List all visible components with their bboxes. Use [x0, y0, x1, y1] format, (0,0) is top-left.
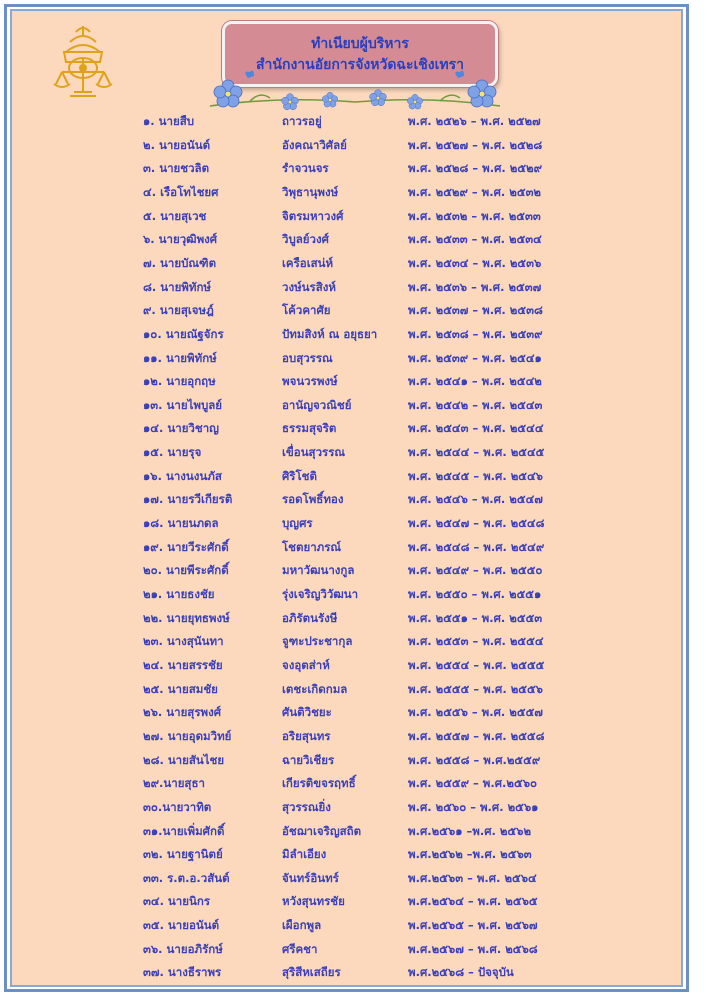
list-item	[0, 370, 707, 392]
list-item	[0, 867, 707, 889]
list-item	[0, 465, 707, 487]
administrator-last-name: จิตรมหาวงศ์	[282, 208, 344, 223]
administrator-first-name: ๑๗. นายรวีเกียรติ	[143, 492, 233, 507]
administrator-last-name: พจนวรพงษ์	[282, 374, 338, 389]
administrator-term: พ.ศ. ๒๕๕๔ – พ.ศ. ๒๕๕๕	[408, 657, 545, 672]
administrator-last-name: จูฑะประชากุล	[282, 634, 353, 649]
administrator-term: พ.ศ. ๒๕๕๓ – พ.ศ. ๒๕๕๔	[408, 634, 544, 649]
administrator-term: พ.ศ. ๒๕๓๗ – พ.ศ. ๒๕๓๘	[408, 303, 543, 318]
administrator-last-name: อริยสุนทร	[282, 728, 331, 743]
list-item	[0, 938, 707, 960]
administrator-first-name: ๓๒. นายฐานิตย์	[143, 847, 223, 862]
administrator-term: พ.ศ. ๒๕๔๔ – พ.ศ. ๒๕๔๕	[408, 445, 545, 460]
list-item	[0, 181, 707, 203]
administrator-last-name: สุวรรณยิ่ง	[282, 799, 331, 814]
administrator-first-name: ๑๑. นายพิทักษ์	[143, 350, 217, 365]
administrator-first-name: ๑๖. นางนงนภัส	[143, 468, 222, 483]
list-item	[0, 205, 707, 227]
list-item	[0, 512, 707, 534]
administrator-term: พ.ศ. ๒๕๕๖ – พ.ศ. ๒๕๕๗	[408, 705, 543, 720]
list-item	[0, 488, 707, 510]
list-item	[0, 299, 707, 321]
list-item	[0, 961, 707, 983]
list-item	[0, 607, 707, 629]
administrator-term: พ.ศ. ๒๕๔๙ – พ.ศ. ๒๕๕๐	[408, 563, 543, 578]
administrator-last-name: เกียรติขจรฤทธิ์	[282, 776, 356, 791]
administrator-last-name: อังคณาวิศัลย์	[282, 137, 347, 152]
list-item	[0, 441, 707, 463]
list-item	[0, 228, 707, 250]
administrator-term: พ.ศ.๒๕๖๕ – พ.ศ. ๒๕๖๗	[408, 918, 538, 933]
administrator-term: พ.ศ. ๒๕๕๑ – พ.ศ. ๒๕๕๓	[408, 610, 543, 625]
administrator-last-name: ศันติวิชยะ	[282, 705, 332, 720]
administrator-first-name: ๑๕. นายรุจ	[143, 445, 202, 460]
administrator-last-name: โชตยาภรณ์	[282, 539, 342, 554]
administrator-last-name: ถาวรอยู่	[282, 114, 322, 128]
administrator-first-name: ๒๑. นายธงชัย	[143, 587, 215, 601]
administrator-first-name: ๒๔. นายสรรชัย	[143, 657, 223, 672]
administrator-term: พ.ศ. ๒๕๕๗ – พ.ศ. ๒๕๕๘	[408, 728, 545, 743]
administrator-term: พ.ศ. ๒๕๔๑ – พ.ศ. ๒๕๔๒	[408, 374, 542, 389]
administrator-term: พ.ศ. ๒๕๓๙ – พ.ศ. ๒๕๔๑	[408, 350, 542, 365]
administrator-first-name: ๕. นายสุเวช	[143, 208, 207, 223]
list-item	[0, 110, 707, 132]
administrator-last-name: จงอุตส่าห์	[282, 657, 330, 672]
administrator-term: พ.ศ.๒๕๖๒ –พ.ศ. ๒๕๖๓	[408, 847, 532, 862]
list-item	[0, 536, 707, 558]
administrator-first-name: ๓๓. ร.ต.อ.วสันต์	[143, 870, 230, 885]
administrator-first-name: ๓. นายชวลิต	[143, 161, 210, 176]
administrator-first-name: ๒. นายอนันต์	[143, 137, 211, 152]
list-item	[0, 772, 707, 794]
administrator-term: พ.ศ. ๒๕๔๕ – พ.ศ. ๒๕๔๖	[408, 468, 543, 483]
administrator-last-name: รำจวนจร	[282, 161, 329, 176]
administrator-last-name: อภิรัตนรังษี	[282, 610, 338, 625]
list-item	[0, 323, 707, 345]
administrator-last-name: บุญศร	[282, 516, 313, 531]
administrator-term: พ.ศ. ๒๕๖๐ – พ.ศ. ๒๕๖๑	[408, 799, 539, 814]
list-item	[0, 890, 707, 912]
list-item	[0, 725, 707, 747]
administrator-term: พ.ศ. ๒๕๔๖ – พ.ศ. ๒๕๔๗	[408, 492, 543, 507]
administrator-term: พ.ศ.๒๕๖๓ – พ.ศ. ๒๕๖๔	[408, 870, 537, 885]
administrator-first-name: ๑๓. นายไพบูลย์	[143, 397, 223, 412]
administrator-first-name: ๗. นายบัณฑิต	[143, 255, 217, 270]
administrator-first-name: ๓๔. นายนิกร	[143, 894, 210, 909]
administrator-term: พ.ศ.๒๕๖๘ – ปัจจุบัน	[408, 965, 514, 980]
administrator-first-name: ๒๕. นายสมชัย	[143, 681, 218, 696]
list-item	[0, 583, 707, 605]
administrator-first-name: ๘. นายพิทักษ์	[143, 279, 212, 294]
administrator-last-name: ฉายวิเชียร	[282, 752, 335, 767]
administrator-first-name: ๒๖. นายสุรพงศ์	[143, 705, 222, 720]
administrator-term: พ.ศ. ๒๕๓๓ – พ.ศ. ๒๕๓๔	[408, 232, 542, 247]
administrator-last-name: จันทร์อินทร์	[282, 870, 339, 885]
administrator-last-name: รอดโพธิ์ทอง	[282, 492, 344, 507]
administrator-term: พ.ศ. ๒๕๓๒ – พ.ศ. ๒๕๓๓	[408, 208, 541, 223]
administrator-first-name: ๑๔. นายวิชาญ	[143, 421, 219, 436]
administrator-term: พ.ศ. ๒๕๕๕ – พ.ศ. ๒๕๕๖	[408, 681, 543, 696]
list-item	[0, 820, 707, 842]
administrator-first-name: ๒๙.นายสุธา	[143, 776, 205, 791]
administrator-last-name: ศรีคชา	[282, 941, 318, 956]
list-item	[0, 347, 707, 369]
administrator-term: พ.ศ. ๒๕๕๐ – พ.ศ. ๒๕๕๑	[408, 587, 542, 601]
administrator-last-name: รุ่งเจริญวิวัฒนา	[282, 587, 359, 601]
list-item	[0, 394, 707, 416]
list-item	[0, 796, 707, 818]
administrator-last-name: โค้วคาศัย	[282, 303, 331, 318]
administrator-term: พ.ศ.๒๕๖๗ – พ.ศ. ๒๕๖๘	[408, 941, 538, 956]
administrator-last-name: เผือกพูล	[282, 918, 322, 933]
administrator-last-name: มหาวัฒนางกูล	[282, 563, 355, 578]
administrator-term: พ.ศ. ๒๕๕๙ – พ.ศ.๒๕๖๐	[408, 776, 538, 791]
administrator-first-name: ๒๗. นายอุดมวิทย์	[143, 728, 232, 743]
list-item	[0, 252, 707, 274]
administrator-first-name: ๓๕. นายอนันต์	[143, 918, 220, 933]
administrator-first-name: ๖. นายวุฒิพงศ์	[143, 232, 218, 247]
administrator-last-name: อบสุวรรณ	[282, 350, 333, 365]
forget-me-not-flowers-icon	[190, 66, 520, 116]
administrator-last-name: เขื่อนสุวรรณ	[282, 445, 346, 460]
administrator-last-name: มิลำเอียง	[282, 847, 327, 862]
administrator-last-name: วงษ์นรสิงห์	[282, 279, 336, 294]
administrator-first-name: ๒๘. นายสันไชย	[143, 752, 225, 767]
administrator-term: พ.ศ. ๒๕๒๘ – พ.ศ. ๒๕๒๙	[408, 161, 543, 176]
administrator-first-name: ๑๐. นายณัฐจักร	[143, 326, 224, 341]
list-item	[0, 559, 707, 581]
administrator-last-name: วิพุธานุพงษ์	[282, 184, 339, 199]
administrator-first-name: ๓๗. นางธีราพร	[143, 965, 222, 980]
administrator-term: พ.ศ.๒๕๖๔ – พ.ศ. ๒๕๖๕	[408, 894, 538, 909]
administrator-last-name: เครือเสน่ห์	[282, 255, 334, 270]
list-item	[0, 914, 707, 936]
administrator-last-name: ปัทมสิงห์ ณ อยุธยา	[282, 326, 378, 341]
administrator-first-name: ๓๑.นายเพิ่มศักดิ์	[143, 823, 225, 838]
administrator-term: พ.ศ. ๒๕๔๗ – พ.ศ. ๒๕๔๘	[408, 516, 545, 531]
administrator-first-name: ๔. เรือโทไชยศ	[143, 184, 219, 199]
scales-of-justice-emblem-icon	[50, 22, 116, 102]
administrator-first-name: ๑. นายสืบ	[143, 114, 195, 128]
list-item	[0, 630, 707, 652]
administrator-last-name: ธรรมสุจริต	[282, 421, 337, 436]
administrator-last-name: วิบูลย์วงศ์	[282, 232, 329, 247]
administrator-term: พ.ศ. ๒๕๓๔ – พ.ศ. ๒๕๓๖	[408, 255, 542, 270]
administrator-last-name: เตชะเกิดกมล	[282, 681, 348, 696]
administrator-term: พ.ศ. ๒๕๔๒ – พ.ศ. ๒๕๔๓	[408, 397, 543, 412]
administrator-last-name: อัชฌาเจริญสถิต	[282, 823, 362, 838]
administrator-first-name: ๓๐.นายวาทิต	[143, 799, 212, 814]
list-item	[0, 276, 707, 298]
title-line-2: สำนักงานอัยการจังหวัดฉะเชิงเทรา	[256, 57, 464, 73]
administrator-last-name: ศิริโชติ	[282, 468, 317, 483]
administrator-first-name: ๙. นายสุเจษฎ์	[143, 303, 214, 318]
list-item	[0, 417, 707, 439]
list-item	[0, 678, 707, 700]
administrator-first-name: ๒๓. นางสุนันทา	[143, 634, 224, 649]
administrator-term: พ.ศ. ๒๕๒๙ – พ.ศ. ๒๕๓๒	[408, 184, 542, 199]
administrator-first-name: ๓๖. นายอภิรักษ์	[143, 941, 223, 956]
administrator-first-name: ๑๒. นายอุกฤษ	[143, 374, 216, 389]
administrator-term: พ.ศ. ๒๕๔๓ – พ.ศ. ๒๕๔๔	[408, 421, 544, 436]
administrator-first-name: ๑๙. นายวีระศักดิ์	[143, 539, 229, 554]
list-item	[0, 157, 707, 179]
administrator-last-name: หวังสุนทรชัย	[282, 894, 345, 909]
administrator-last-name: อานัญจวณิชย์	[282, 397, 352, 412]
list-item	[0, 134, 707, 156]
administrator-first-name: ๑๘. นายนภดล	[143, 516, 219, 531]
administrator-term: พ.ศ. ๒๕๒๖ – พ.ศ. ๒๕๒๗	[408, 114, 541, 128]
administrator-term: พ.ศ. ๒๕๓๖ – พ.ศ. ๒๕๓๗	[408, 279, 542, 294]
administrator-term: พ.ศ. ๒๕๓๘ – พ.ศ. ๒๕๓๙	[408, 326, 543, 341]
list-item	[0, 843, 707, 865]
administrator-first-name: ๒๐. นายพีระศักดิ์	[143, 563, 229, 578]
administrator-term: พ.ศ.๒๕๖๑ –พ.ศ. ๒๕๖๒	[408, 823, 532, 838]
administrator-term: พ.ศ. ๒๕๒๗ – พ.ศ. ๒๕๒๘	[408, 137, 543, 152]
administrator-term: พ.ศ. ๒๕๕๘ – พ.ศ.๒๕๕๙	[408, 752, 541, 767]
title-line-1: ทำเนียบผู้บริหาร	[311, 36, 409, 52]
administrator-term: พ.ศ. ๒๕๔๘ – พ.ศ. ๒๕๔๙	[408, 539, 545, 554]
list-item	[0, 749, 707, 771]
administrator-last-name: สุริสีหเสถียร	[282, 965, 341, 980]
list-item	[0, 701, 707, 723]
administrator-first-name: ๒๒. นายยุทธพงษ์	[143, 610, 230, 625]
list-item	[0, 654, 707, 676]
